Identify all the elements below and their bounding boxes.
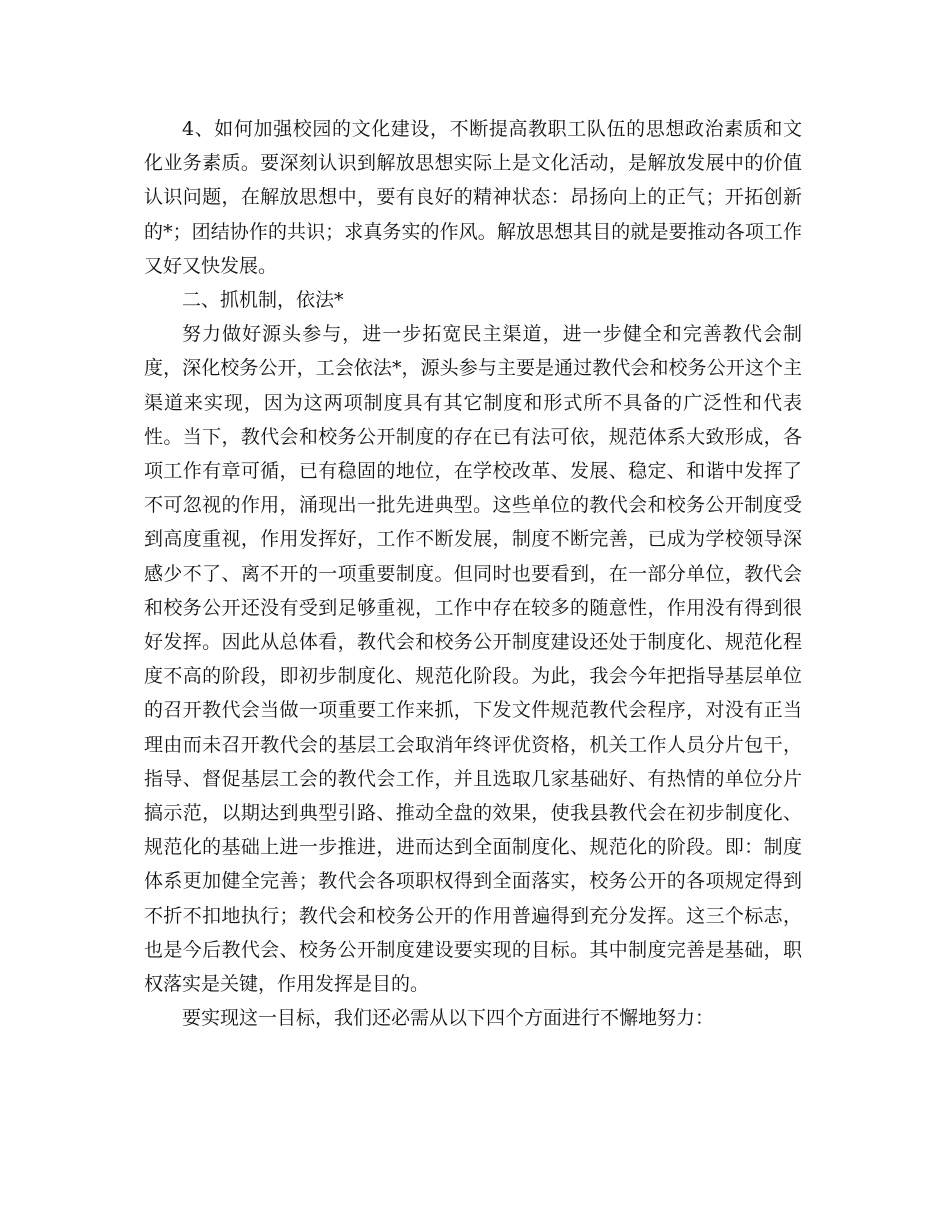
section-heading-mechanism: 二、抓机制，依法* [182,289,344,312]
paragraph-culture-building: 4、如何加强校园的文化建设，不断提高教职工队伍的思想政治素质和文化业务素质。要深刻认识到解放思想实际上是文化活动，是解放发展中的价值认识问题，在解放思想中，要有良好的精神状态：昂扬向上的正气；开拓创新的*；团结协作的共识；求真务实的作风。解放思想其目的就是要推动各项工作又好又快发展。 [144,118,802,277]
document-body [144,112,802,1035]
paragraph-four-aspects: 要实现这一目标，我们还必需从以下四个方面进行不懈地努力： [182,1007,715,1030]
paragraph-source-participation: 努力做好源头参与，进一步拓宽民主渠道，进一步健全和完善教代会制度，深化校务公开，工会依法*，源头参与主要是通过教代会和校务公开这个主渠道来实现，因为这两项制度具有其它制度和形式所不具备的广泛性和代表性。当下，教代会和校务公开制度的存在已有法可依，规范体系大致形成，各项工作有章可循，已有稳固的地位，在学校改革、发展、稳定、和谐中发挥了不可忽视的作用，涌现出一批先进典型。这些单位的教代会和校务公开制度受到高度重视，作用发挥好，工作不断发展，制度不断完善，已成为学校领导深感少不了、离不开的一项重要制度。但同时也要看到，在一部分单位，教代会和校务公开还没有受到足够重视，工作中存在较多的随意性，作用没有得到很好发挥。因此从总体看，教代会和校务公开制度建设还处于制度化、规范化程度不高的阶段，即初步制度化、规范化阶段。为此，我会今年把指导基层单位的召开教代会当做一项重要工作来抓，下发文件规范教代会程序，对没有正当理由而未召开教代会的基层工会取消年终评优资格，机关工作人员分片包干，指导、督促基层工会的教代会工作，并且选取几家基础好、有热情的单位分片搞示范，以期达到典型引路、推动全盘的效果，使我县教代会在初步制度化、规范化的基础上进一步推进，进而达到全面制度化、规范化的阶段。即：制度体系更加健全完善；教代会各项职权得到全面落实，校务公开的各项规定得到不折不扣地执行；教代会和校务公开的作用普遍得到充分发挥。这三个标志，也是今后教代会、校务公开制度建设要实现的目标。其中制度完善是基础，职权落实是关键，作用发挥是目的。 [144,323,802,996]
